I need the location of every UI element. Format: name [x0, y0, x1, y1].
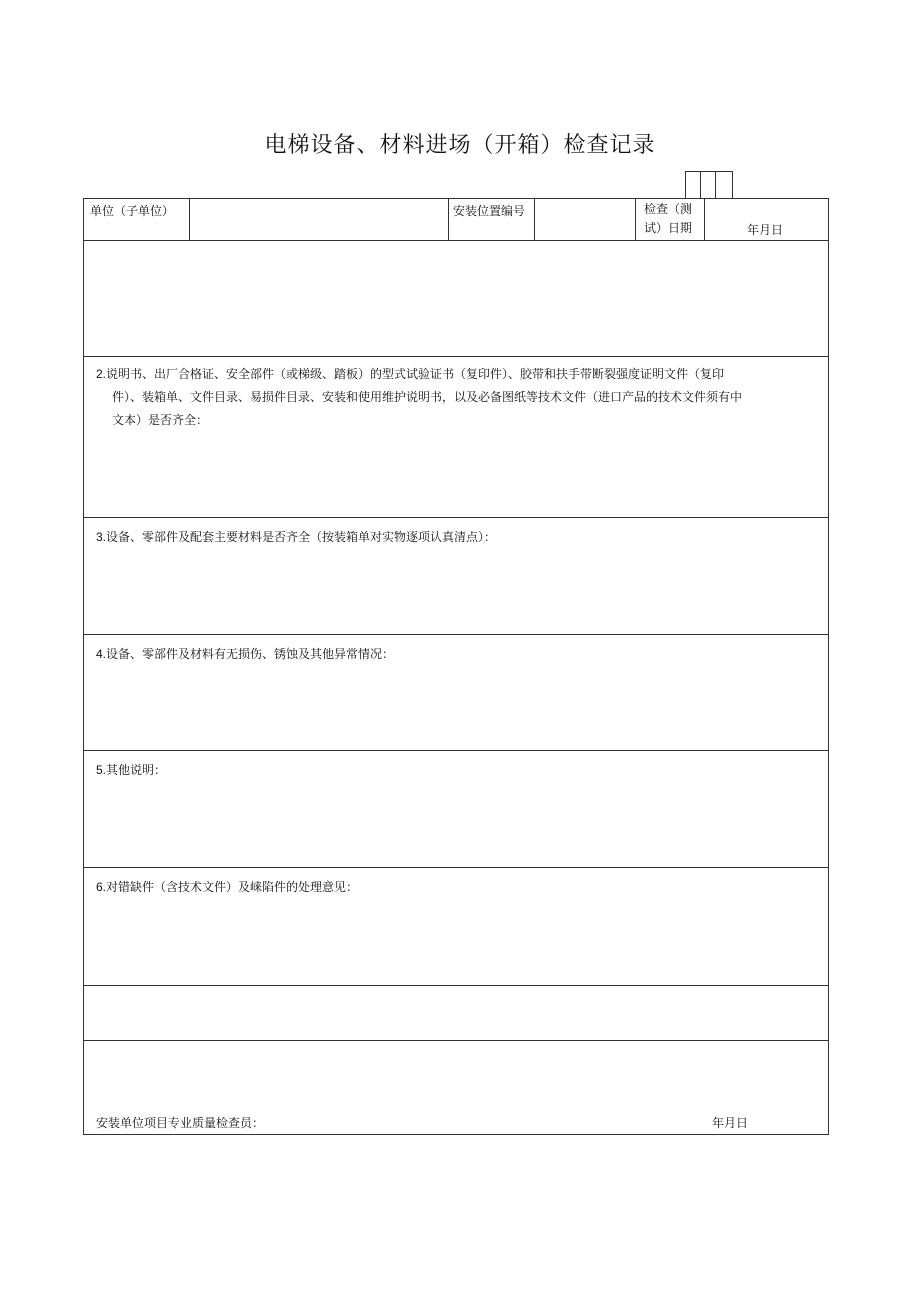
section-2-line-1: 2.说明书、出厂合格证、安全部件（或梯级、踏板）的型式试验证书（复印件）、胶带和扶手带断裂强度证明文件（复印: [96, 367, 725, 381]
section-2[interactable]: [84, 357, 828, 518]
record-number-box-1[interactable]: [686, 172, 701, 199]
section-2-line-3: 文本）是否齐全：: [112, 413, 209, 427]
position-label: 安装位置编号: [453, 204, 526, 218]
check-date-value-cell[interactable]: [705, 199, 828, 240]
unit-label-cell: [84, 199, 190, 240]
section-5[interactable]: [84, 751, 828, 868]
header-row: [84, 199, 828, 241]
position-value-cell[interactable]: [535, 199, 636, 240]
section-3-text: 3.设备、零部件及配套主要材料是否齐全（按装箱单对实物逐项认真清点）：: [96, 530, 497, 544]
check-date-value: 年月日: [747, 223, 784, 237]
record-number-box-3[interactable]: [716, 172, 732, 199]
section-5-text: 5.其他说明：: [96, 763, 167, 777]
record-number-box-2[interactable]: [701, 172, 716, 199]
check-date-label-line2: 试）日期: [644, 221, 693, 235]
section-4-text: 4.设备、零部件及材料有无损伤、锈蚀及其他异常情况：: [96, 647, 395, 661]
document-title: 电梯设备、材料进场（开箱）检查记录: [264, 133, 656, 158]
signature-date-label: 年月日: [712, 1116, 749, 1130]
signature-row[interactable]: [84, 1041, 828, 1134]
check-date-label-line1: 检查（测: [644, 202, 693, 216]
check-date-label-cell: [636, 199, 705, 240]
section-4[interactable]: [84, 635, 828, 751]
inspection-form: [83, 198, 829, 1135]
section-2-text: [96, 363, 820, 432]
section-2-line-2: 件）、装箱单、文件目录、易损件目录、安装和使用维护说明书，以及必备图纸等技术文件（进口产品的技术文件须有中: [112, 390, 743, 404]
record-number-boxes: [685, 171, 733, 199]
inspector-label: 安装单位项目专业质量检查员：: [96, 1116, 265, 1130]
unit-value-cell[interactable]: [190, 199, 449, 240]
unit-label: 单位（子单位）: [90, 204, 175, 218]
section-3[interactable]: [84, 518, 828, 635]
section-6-text: 6.对错缺件（含技术文件）及崃陷件的处理意见：: [96, 880, 359, 894]
section-1[interactable]: [84, 241, 828, 357]
position-label-cell: [449, 199, 535, 240]
section-6[interactable]: [84, 868, 828, 986]
blank-row[interactable]: [84, 986, 828, 1041]
